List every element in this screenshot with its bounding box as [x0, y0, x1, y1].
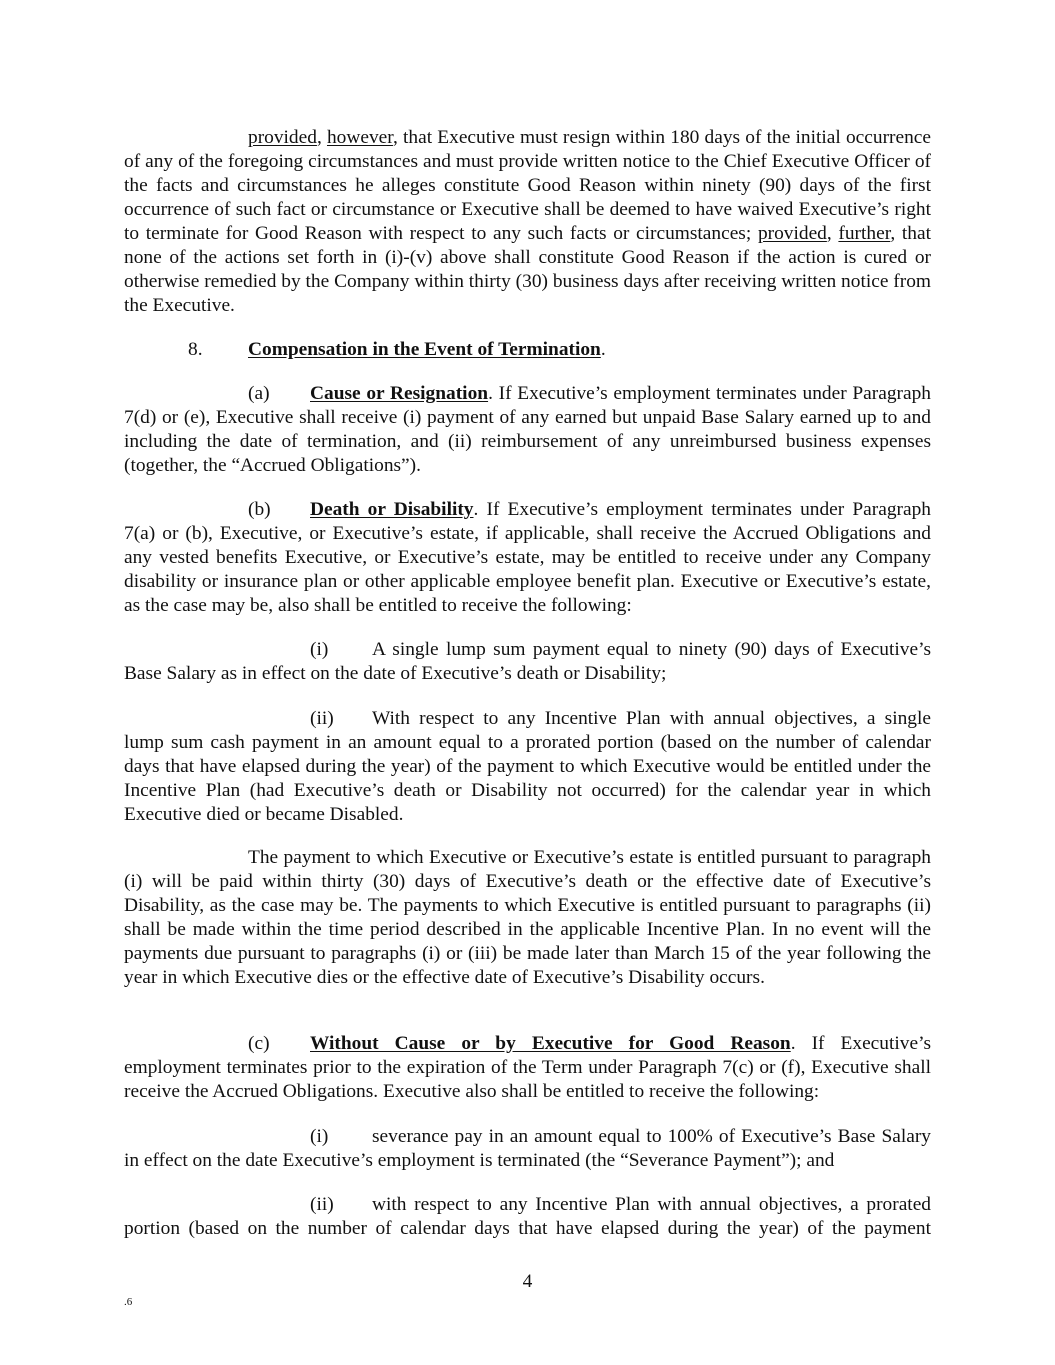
clause-b-item-i: (i) A single lump sum payment equal to ninety (90) days of Executive’s Base Salary as in effect on the date of Executive’s death or Disability;	[124, 639, 931, 684]
item-label: (i)	[310, 1126, 329, 1147]
clause-title: Cause or Resignation	[310, 383, 489, 404]
page-number: 4	[522, 1271, 533, 1292]
clause-c-without-cause: (c) Without Cause or by Executive for Good Reason. If Executive’s employment terminates prior to the expiration of the Term under Paragraph 7(c) or (f), Executive shall receive the Accrued Obligations. Executive also shall be entitled to receive the following:	[124, 1033, 931, 1102]
section-title: Compensation in the Event of Termination	[248, 339, 601, 360]
clause-b-death-or-disability: (b) Death or Disability. If Executive’s employment terminates under Paragraph 7(a) or (b), Executive, or Executive’s estate, if applicable, shall receive the Accrued Obligations and any vested benefits Executive, or Executive’s estate, may be entitled to receive under any Company disability or insurance plan or other applicable employee benefit plan. Executive or Executive’s estate, as the case may be, also shall be entitled to receive the following:	[124, 499, 931, 616]
clause-title: Without Cause or by Executive for Good Reason	[310, 1033, 791, 1054]
item-label: (ii)	[310, 708, 334, 729]
however-term: however	[326, 127, 393, 148]
clause-label: (c)	[248, 1033, 270, 1054]
section-8-heading: 8. Compensation in the Event of Termination.	[188, 339, 606, 360]
clause-b-item-ii: (ii) With respect to any Incentive Plan with annual objectives, a single lump sum cash payment in an amount equal to a prorated portion (based on the number of calendar days that have elapsed during the year) of the payment to which Executive would be entitled under the Incentive Plan (had Executive’s death or Disability not occurred) for the calendar year in which Executive died or became Disabled.	[124, 708, 931, 825]
clause-label: (a)	[248, 383, 270, 404]
clause-c-item-i: (i) severance pay in an amount equal to 100% of Executive’s Base Salary in effect on the date Executive’s employment is terminated (the “Severance Payment”); and	[124, 1126, 931, 1171]
further-term: further	[838, 223, 891, 244]
provided-term: provided	[248, 127, 317, 148]
item-label: (ii)	[310, 1194, 334, 1215]
clause-b-payment-timing-paragraph: The payment to which Executive or Executive’s estate is entitled pursuant to paragraph (i) will be paid within thirty (30) days of Executive’s death or the effective date of Executive’s Disability, as the case may be. The payments to which Executive is entitled pursuant to paragraphs (ii) shall be made within the time period described in the applicable Incentive Plan. In no event will the payments due pursuant to paragraphs (i) or (iii) be made later than March 15 of the year following the year in which Executive dies or the effective date of Executive’s Disability occurs.	[124, 847, 931, 988]
clause-c-item-ii: (ii) with respect to any Incentive Plan with annual objectives, a prorated portion (based on the number of calendar days that have elapsed during the year) of the payment	[124, 1194, 931, 1239]
footer-code: .6	[124, 1296, 133, 1308]
item-label: (i)	[310, 639, 329, 660]
provided-term-2: provided	[757, 223, 827, 244]
good-reason-proviso-paragraph: provided, however, that Executive must resign within 180 days of the initial occurrence of any of the foregoing circumstances and must provide written notice to the Chief Executive Officer of the facts and circumstances he alleges constitute Good Reason within ninety (90) days of the first occurrence of such fact or circumstance or Executive shall be deemed to have waived Executive’s right to terminate for Good Reason with respect to any such facts or circumstances; provided, further, that none of the actions set forth in (i)-(v) above shall constitute Good Reason if the action is cured or otherwise remedied by the Company within thirty (30) business days after receiving written notice from the Executive.	[124, 127, 931, 316]
clause-label: (b)	[248, 499, 271, 520]
clause-title: Death or Disability	[310, 499, 474, 520]
section-number: 8.	[188, 339, 203, 360]
clause-a-cause-or-resignation: (a) Cause or Resignation. If Executive’s employment terminates under Paragraph 7(d) or (e), Executive shall receive (i) payment of any earned but unpaid Base Salary earned up to and including the date of termination, and (ii) reimbursement of any unreimbursed business expenses (together, the “Accrued Obligations”).	[124, 383, 931, 476]
